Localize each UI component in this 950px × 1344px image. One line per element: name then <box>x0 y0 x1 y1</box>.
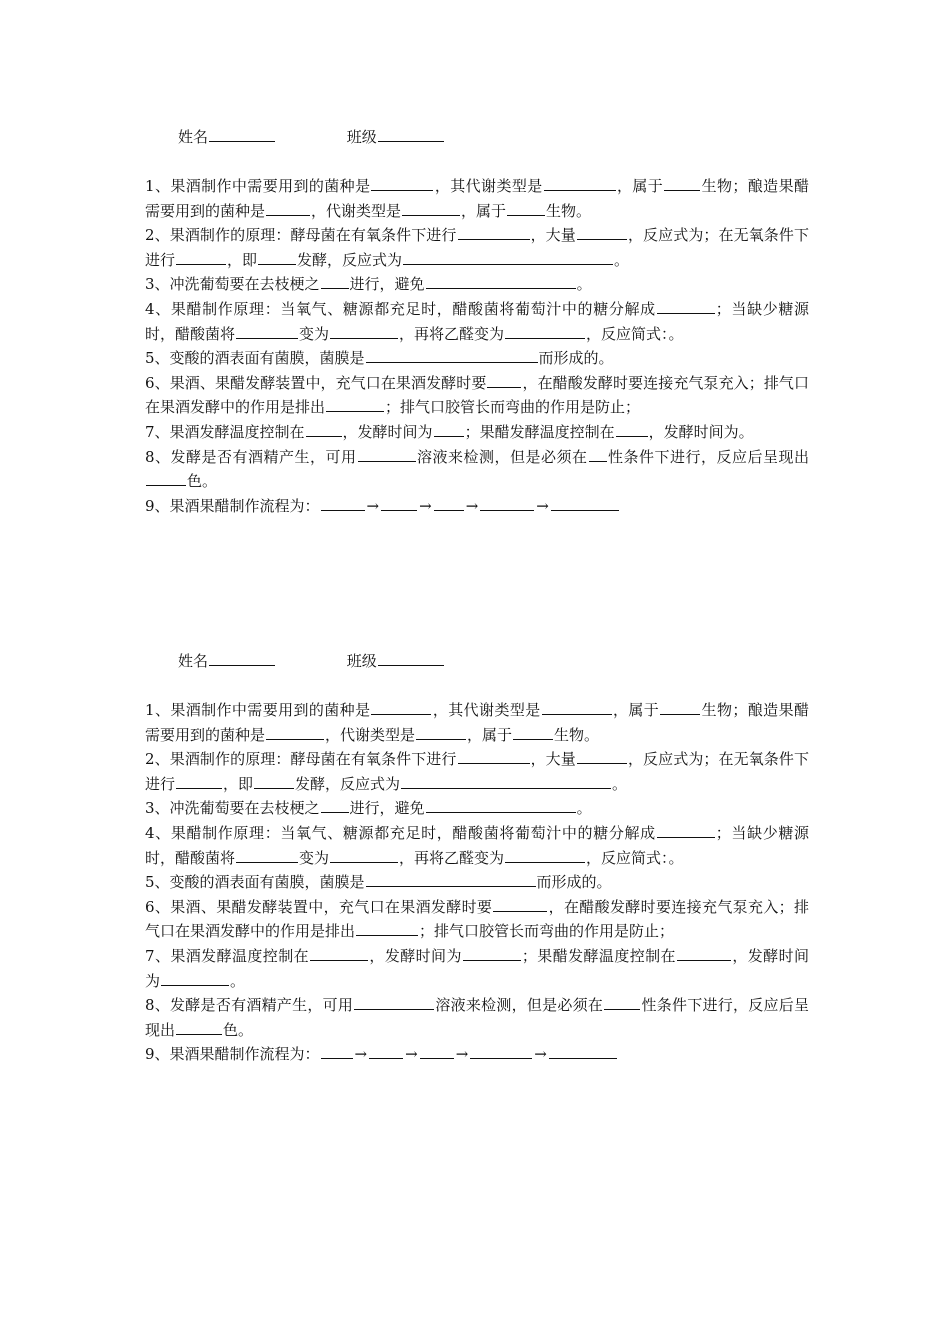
answer-blank[interactable] <box>513 725 553 740</box>
answer-blank[interactable] <box>577 749 627 764</box>
answer-blank[interactable] <box>434 496 464 511</box>
answer-blank[interactable] <box>366 348 538 363</box>
answer-blank[interactable] <box>426 274 576 289</box>
answer-blank[interactable] <box>470 1044 532 1059</box>
student-info-header <box>145 648 809 674</box>
class-blank[interactable] <box>378 125 444 142</box>
question-6: 6、果酒、果醋发酵装置中，充气口在果酒发酵时要 ，在醋酸发酵时要连接充气泵充入；排气口在果酒发酵中的作用是排出 ；排气口胶管长而弯曲的作用是防止； <box>145 373 809 417</box>
answer-blank[interactable] <box>310 946 368 961</box>
question-5: 5、变酸的酒表面有菌膜，菌膜是 而形成的。 <box>145 873 612 892</box>
answer-blank[interactable] <box>507 201 545 216</box>
answer-blank[interactable] <box>369 1044 403 1059</box>
question-4: 4、果醋制作原理：当氧气、糖源都充足时，醋酸菌将葡萄汁中的糖分解成 ；当缺少糖源时，醋酸菌将 变为 ，再将乙醛变为 ，反应简式：。 <box>145 823 809 867</box>
answer-blank[interactable] <box>306 422 342 437</box>
worksheet-copy-1 <box>145 124 809 518</box>
answer-blank[interactable] <box>505 324 585 339</box>
answer-blank[interactable] <box>660 700 700 715</box>
answer-blank[interactable] <box>401 774 611 789</box>
answer-blank[interactable] <box>236 848 298 863</box>
class-label: 班级 <box>346 652 377 670</box>
question-8: 8、发酵是否有酒精产生，可用 溶液来检测，但是必须在 性条件下进行，反应后呈现出色。 <box>145 447 809 491</box>
arrow-icon: → <box>465 496 479 515</box>
question-9: 9、果酒果醋制作流程为： → → → → <box>145 1042 809 1067</box>
question-2: 2、果酒制作的原理：酵母菌在有氧条件下进行 ，大量 ，反应式为；在无氧条件下进行 ，即 发酵，反应式为 。 <box>145 750 809 793</box>
answer-blank[interactable] <box>589 447 607 462</box>
question-7: 7、果酒发酵温度控制在 ，发酵时间为 ；果醋发酵温度控制在 ，发酵时间为。 <box>145 422 754 441</box>
answer-blank[interactable] <box>657 823 715 838</box>
answer-blank[interactable] <box>356 921 418 936</box>
question-9: 9、果酒果醋制作流程为： → → → → <box>145 494 809 519</box>
answer-blank[interactable] <box>434 422 464 437</box>
answer-blank[interactable] <box>480 496 534 511</box>
answer-blank[interactable] <box>330 848 398 863</box>
answer-blank[interactable] <box>416 725 466 740</box>
answer-blank[interactable] <box>236 324 298 339</box>
answer-blank[interactable] <box>266 725 324 740</box>
question-3: 3、冲洗葡萄要在去枝梗之 进行，避免 。 <box>145 799 592 818</box>
name-label: 姓名 <box>178 652 209 670</box>
answer-blank[interactable] <box>493 897 547 912</box>
name-blank[interactable] <box>209 649 275 666</box>
answer-blank[interactable] <box>161 971 229 986</box>
answer-blank[interactable] <box>542 700 612 715</box>
answer-blank[interactable] <box>321 798 349 813</box>
class-blank[interactable] <box>378 649 444 666</box>
arrow-icon: → <box>455 1045 469 1064</box>
answer-blank[interactable] <box>463 946 521 961</box>
answer-blank[interactable] <box>371 700 431 715</box>
answer-blank[interactable] <box>366 872 536 887</box>
answer-blank[interactable] <box>146 471 186 486</box>
answer-blank[interactable] <box>505 848 585 863</box>
name-label: 姓名 <box>178 128 209 146</box>
worksheet-copy-2 <box>145 648 809 1067</box>
answer-blank[interactable] <box>176 250 226 265</box>
question-6: 6、果酒、果醋发酵装置中，充气口在果酒发酵时要 ，在醋酸发酵时要连接充气泵充入；排气口在果酒发酵中的作用是排出 ；排气口胶管长而弯曲的作用是防止； <box>145 897 809 941</box>
answer-blank[interactable] <box>549 1044 617 1059</box>
answer-blank[interactable] <box>176 1020 222 1035</box>
answer-blank[interactable] <box>577 225 627 240</box>
answer-blank[interactable] <box>403 250 613 265</box>
answer-blank[interactable] <box>458 749 530 764</box>
answer-blank[interactable] <box>266 201 310 216</box>
answer-blank[interactable] <box>604 995 640 1010</box>
question-8: 8、发酵是否有酒精产生，可用 溶液来检测，但是必须在 性条件下进行，反应后呈现出 色。 <box>145 996 809 1039</box>
arrow-icon: → <box>419 496 432 515</box>
arrow-icon: → <box>354 1045 368 1064</box>
question-1: 1、果酒制作中需要用到的菌种是 ，其代谢类型是 ，属于 生物；酿造果醋需要用到的菌种是 ，代谢类型是 ，属于 生物。 <box>145 177 809 220</box>
name-blank[interactable] <box>209 125 275 142</box>
question-1: 1、果酒制作中需要用到的菌种是 ，其代谢类型是 ，属于 生物；酿造果醋需要用到的菌种是 ，代谢类型是 ，属于 生物。 <box>145 701 809 744</box>
arrow-icon: → <box>366 496 380 515</box>
answer-blank[interactable] <box>420 1044 454 1059</box>
answer-blank[interactable] <box>371 176 433 191</box>
arrow-icon: → <box>534 1045 547 1064</box>
answer-blank[interactable] <box>426 798 576 813</box>
question-4: 4、果醋制作原理：当氧气、糖源都充足时，醋酸菌将葡萄汁中的糖分解成 ；当缺少糖源时，醋酸菌将 变为 ，再将乙醛变为 ，反应简式：。 <box>145 299 809 343</box>
answer-blank[interactable] <box>551 496 619 511</box>
answer-blank[interactable] <box>664 176 700 191</box>
answer-blank[interactable] <box>616 422 648 437</box>
answer-blank[interactable] <box>258 250 296 265</box>
answer-blank[interactable] <box>321 274 349 289</box>
answer-blank[interactable] <box>326 397 384 412</box>
arrow-icon: → <box>536 496 549 515</box>
question-3: 3、冲洗葡萄要在去枝梗之 进行，避免 。 <box>145 275 592 294</box>
answer-blank[interactable] <box>487 373 521 388</box>
answer-blank[interactable] <box>402 201 460 216</box>
answer-blank[interactable] <box>677 946 731 961</box>
answer-blank[interactable] <box>354 995 434 1010</box>
answer-blank[interactable] <box>176 774 222 789</box>
answer-blank[interactable] <box>544 176 616 191</box>
student-info-header <box>145 124 809 150</box>
answer-blank[interactable] <box>358 447 416 462</box>
question-2: 2、果酒制作的原理：酵母菌在有氧条件下进行 ，大量 ，反应式为；在无氧条件下进行 ，即 发酵，反应式为 。 <box>145 226 809 269</box>
answer-blank[interactable] <box>321 496 365 511</box>
question-5: 5、变酸的酒表面有菌膜，菌膜是 而形成的。 <box>145 349 614 368</box>
class-label: 班级 <box>346 128 377 146</box>
answer-blank[interactable] <box>458 225 530 240</box>
question-7: 7、果酒发酵温度控制在 ，发酵时间为 ；果醋发酵温度控制在 ，发酵时间为 。 <box>145 946 809 990</box>
answer-blank[interactable] <box>254 774 294 789</box>
answer-blank[interactable] <box>321 1044 353 1059</box>
arrow-icon: → <box>405 1045 418 1064</box>
answer-blank[interactable] <box>657 299 715 314</box>
answer-blank[interactable] <box>330 324 398 339</box>
answer-blank[interactable] <box>381 496 417 511</box>
